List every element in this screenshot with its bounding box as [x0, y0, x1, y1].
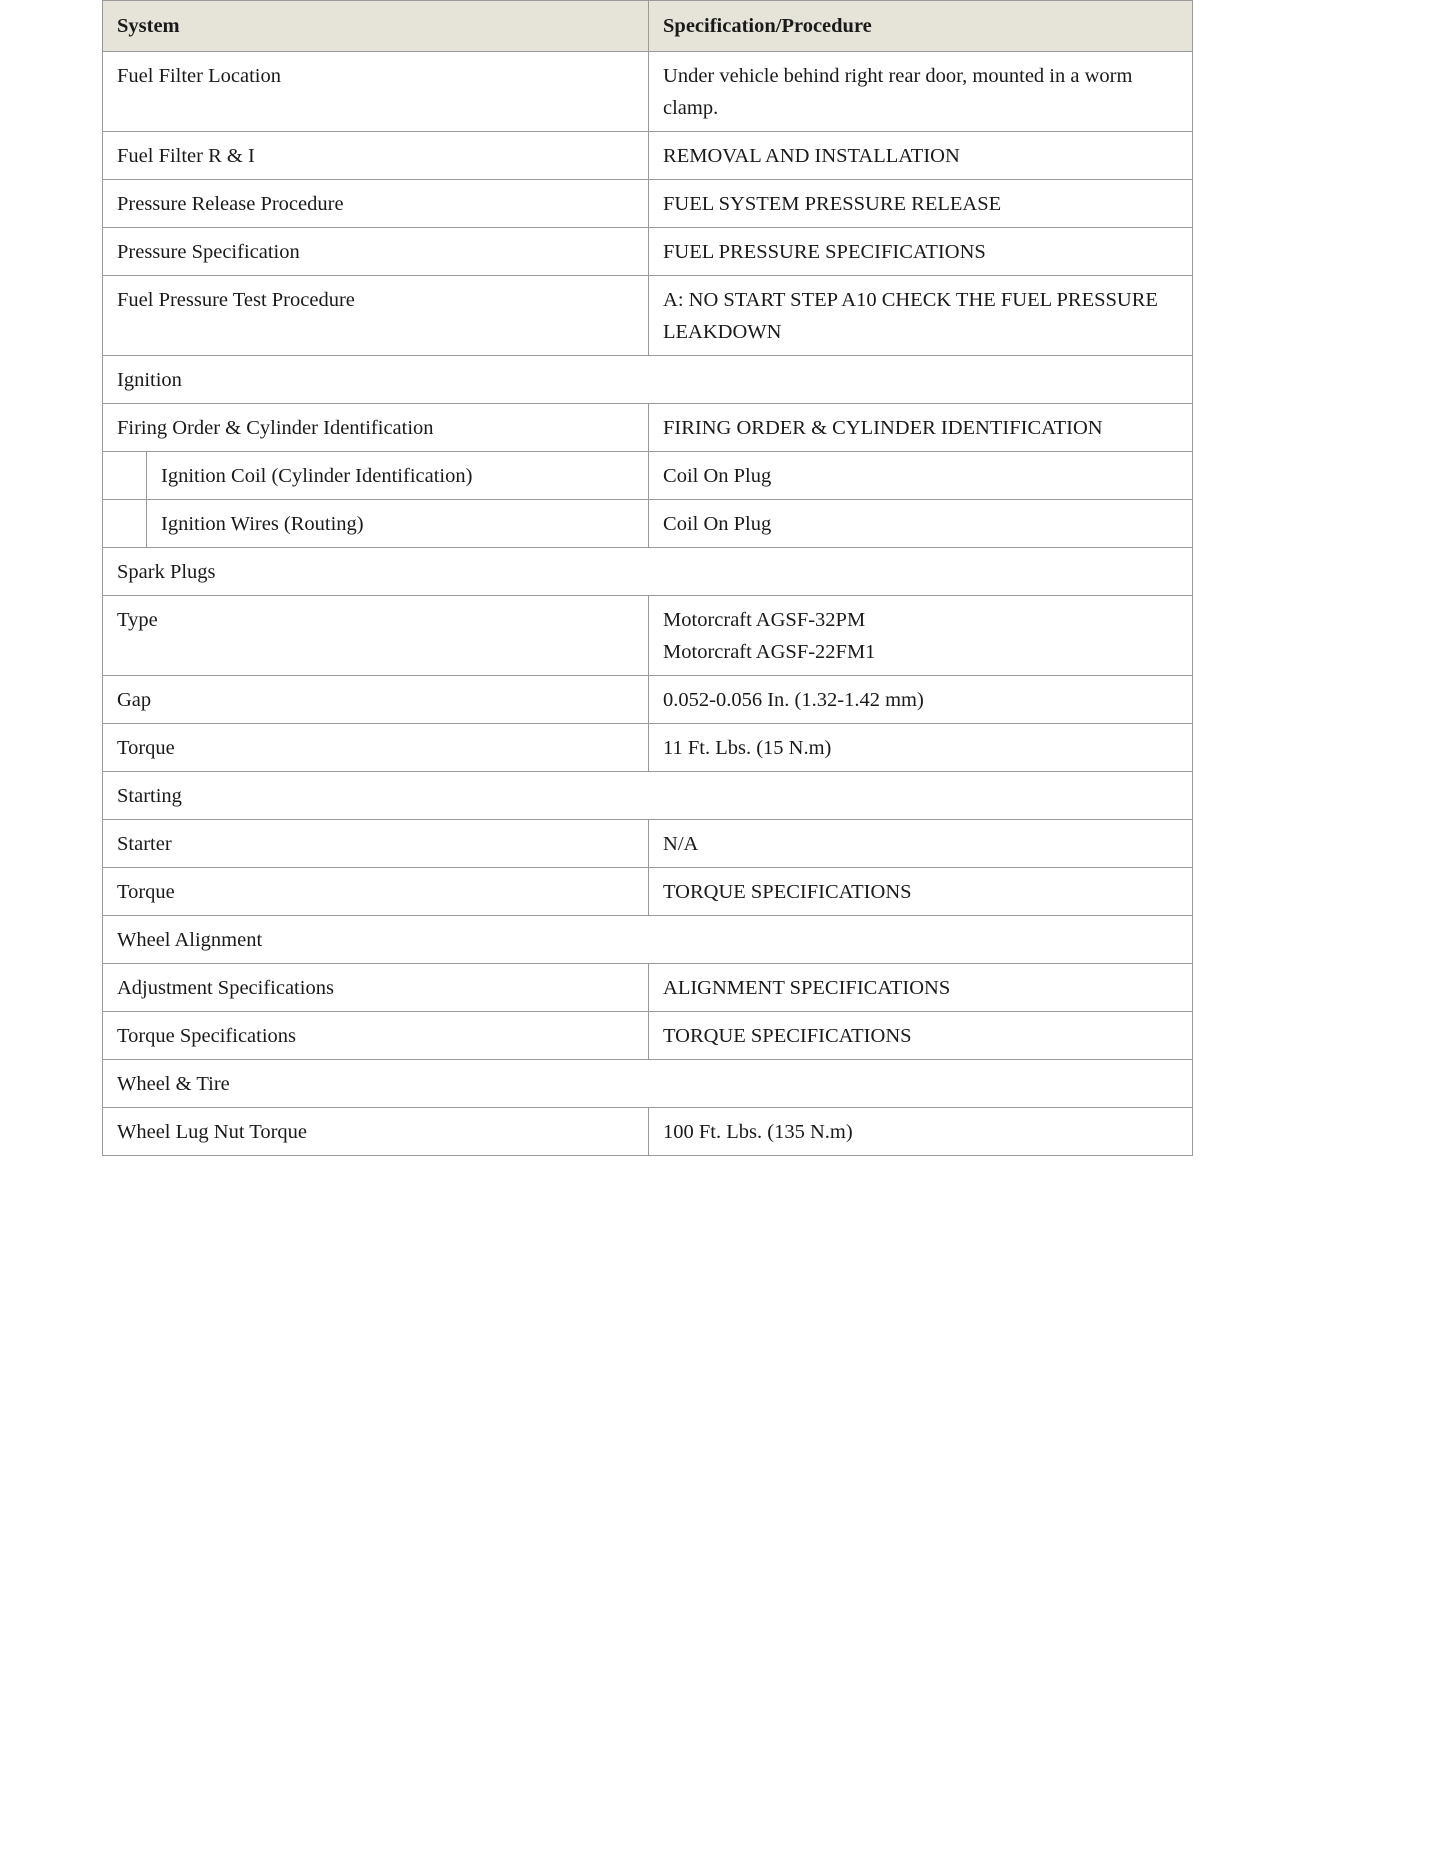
table-row — [103, 404, 1193, 452]
section-heading: Starting — [103, 772, 1193, 820]
table-row — [103, 132, 1193, 180]
table-row — [103, 596, 1193, 676]
row-value — [649, 596, 1193, 676]
row-value: TORQUE SPECIFICATIONS — [649, 868, 1193, 916]
row-label: Wheel Lug Nut Torque — [103, 1108, 649, 1156]
section-heading: Wheel & Tire — [103, 1060, 1193, 1108]
section-row-wheel-tire — [103, 1060, 1193, 1108]
table-row — [103, 1108, 1193, 1156]
table-row — [103, 228, 1193, 276]
row-label: Type — [103, 596, 649, 676]
row-value: FUEL PRESSURE SPECIFICATIONS — [649, 228, 1193, 276]
row-value: 100 Ft. Lbs. (135 N.m) — [649, 1108, 1193, 1156]
indent-cell — [103, 500, 147, 548]
row-value: TORQUE SPECIFICATIONS — [649, 1012, 1193, 1060]
value-line: Motorcraft AGSF-22FM1 — [663, 641, 876, 663]
row-value: N/A — [649, 820, 1193, 868]
section-row-starting — [103, 772, 1193, 820]
table-header-row — [103, 1, 1193, 52]
table-row — [103, 52, 1193, 132]
table-row — [103, 724, 1193, 772]
row-label: Fuel Pressure Test Procedure — [103, 276, 649, 356]
row-value: Coil On Plug — [649, 452, 1193, 500]
row-label: Firing Order & Cylinder Identification — [103, 404, 649, 452]
row-label: Torque — [103, 724, 649, 772]
row-label: Ignition Wires (Routing) — [147, 500, 649, 548]
row-value: A: NO START STEP A10 CHECK THE FUEL PRESSURE LEAKDOWN — [649, 276, 1193, 356]
header-specification: Specification/Procedure — [649, 1, 1193, 52]
section-heading: Spark Plugs — [103, 548, 1193, 596]
section-heading: Ignition — [103, 356, 1193, 404]
row-value: FIRING ORDER & CYLINDER IDENTIFICATION — [649, 404, 1193, 452]
table-row — [103, 1012, 1193, 1060]
table-row — [103, 868, 1193, 916]
row-value: ALIGNMENT SPECIFICATIONS — [649, 964, 1193, 1012]
row-label: Torque — [103, 868, 649, 916]
header-system: System — [103, 1, 649, 52]
row-value: Coil On Plug — [649, 500, 1193, 548]
row-value: 11 Ft. Lbs. (15 N.m) — [649, 724, 1193, 772]
section-row-wheel-alignment — [103, 916, 1193, 964]
table-row — [103, 676, 1193, 724]
value-line: Motorcraft AGSF-32PM — [663, 609, 866, 631]
row-label: Gap — [103, 676, 649, 724]
table-row — [103, 964, 1193, 1012]
table-row — [103, 500, 1193, 548]
row-value: FUEL SYSTEM PRESSURE RELEASE — [649, 180, 1193, 228]
section-row-ignition — [103, 356, 1193, 404]
table-row — [103, 276, 1193, 356]
section-heading: Wheel Alignment — [103, 916, 1193, 964]
section-row-spark-plugs — [103, 548, 1193, 596]
row-label: Starter — [103, 820, 649, 868]
table-row — [103, 820, 1193, 868]
specification-table — [102, 0, 1193, 1156]
row-label: Ignition Coil (Cylinder Identification) — [147, 452, 649, 500]
indent-cell — [103, 452, 147, 500]
row-value: REMOVAL AND INSTALLATION — [649, 132, 1193, 180]
row-label: Fuel Filter R & I — [103, 132, 649, 180]
row-label: Pressure Specification — [103, 228, 649, 276]
row-label: Pressure Release Procedure — [103, 180, 649, 228]
table-row — [103, 452, 1193, 500]
row-value: 0.052-0.056 In. (1.32-1.42 mm) — [649, 676, 1193, 724]
row-value: Under vehicle behind right rear door, mounted in a worm clamp. — [649, 52, 1193, 132]
row-label: Adjustment Specifications — [103, 964, 649, 1012]
row-label: Torque Specifications — [103, 1012, 649, 1060]
row-label: Fuel Filter Location — [103, 52, 649, 132]
table-row — [103, 180, 1193, 228]
